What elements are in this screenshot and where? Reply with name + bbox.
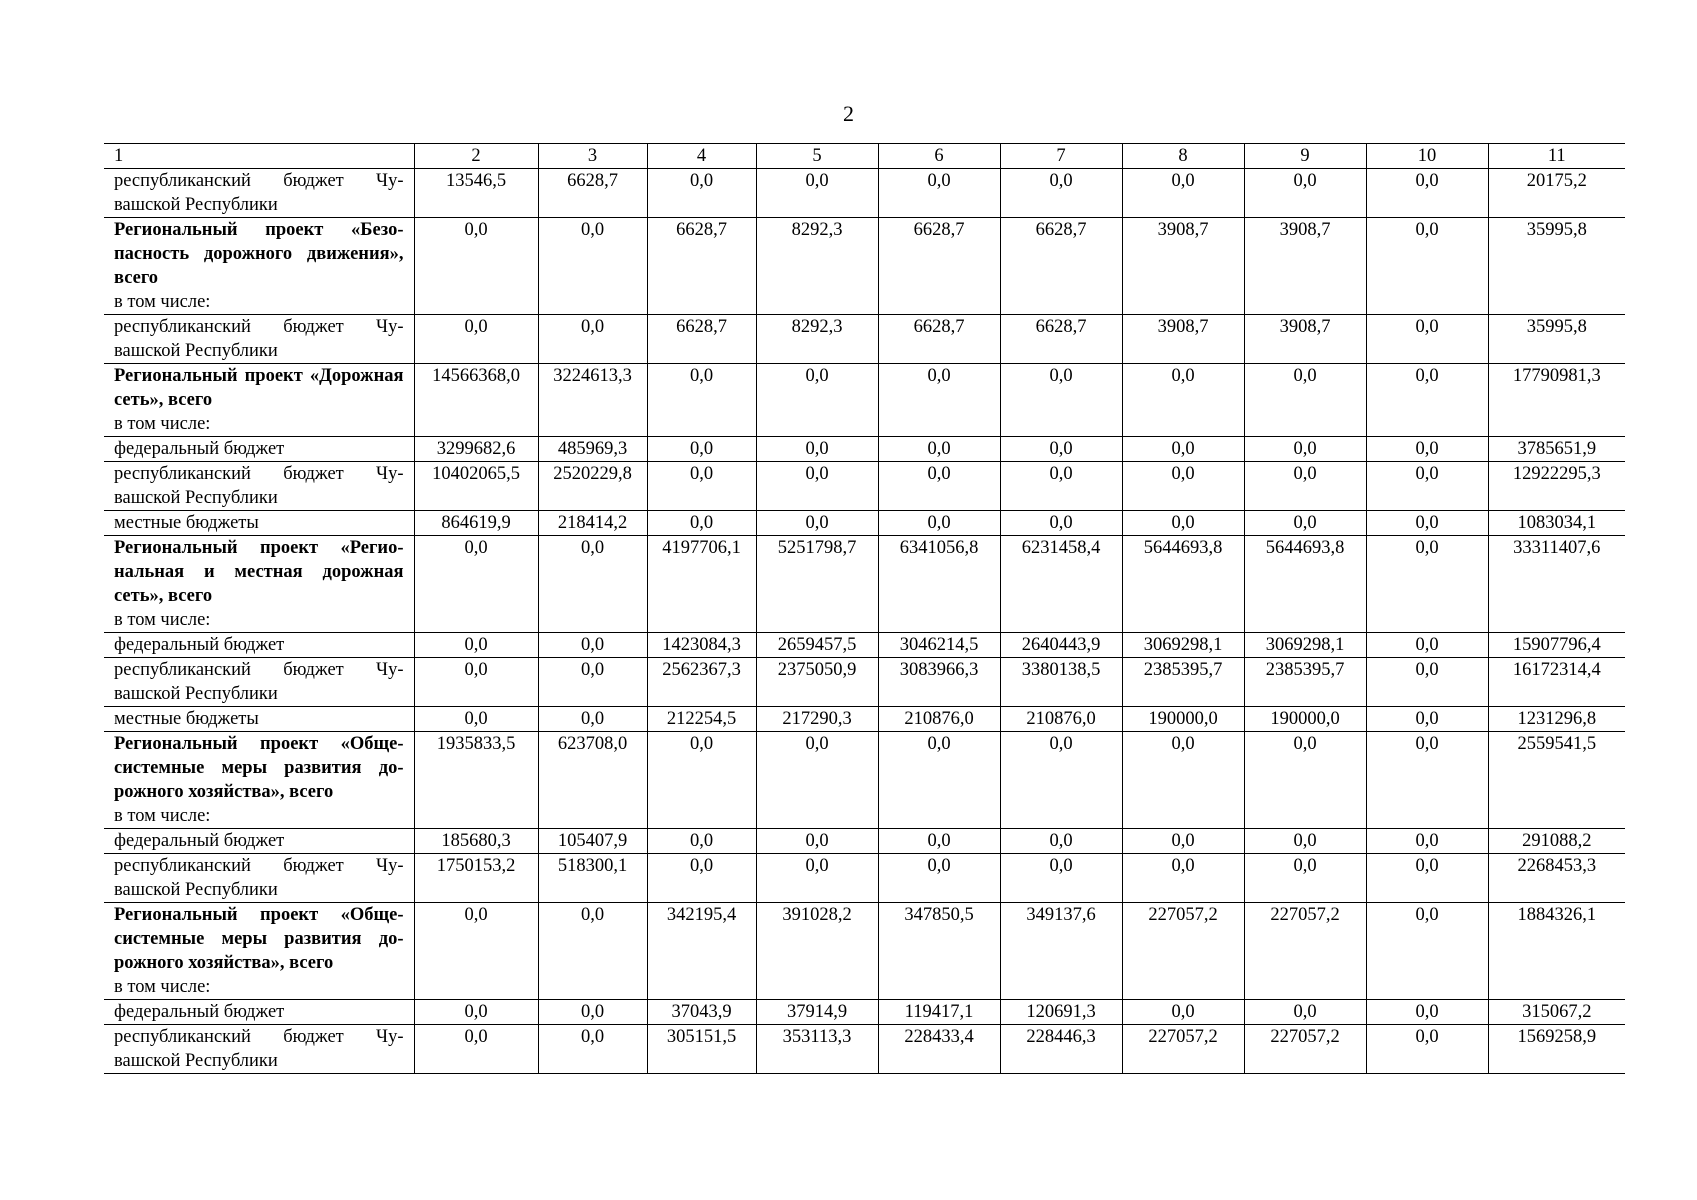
budget-source-name: республиканский бюджет Чувашской Республики xyxy=(114,856,404,900)
value-cell-col-8: 0,0 xyxy=(1122,732,1244,829)
value-cell-col-5: 0,0 xyxy=(756,462,878,511)
including-label: в том числе: xyxy=(114,292,211,312)
value-cell-col-6: 3046214,5 xyxy=(878,633,1000,658)
budget-source-label-cell xyxy=(104,854,414,903)
value-cell-col-5: 2659457,5 xyxy=(756,633,878,658)
value-cell-col-9: 227057,2 xyxy=(1244,903,1366,1000)
value-cell-col-8: 190000,0 xyxy=(1122,707,1244,732)
value-cell-col-5: 2375050,9 xyxy=(756,658,878,707)
value-cell-col-9: 0,0 xyxy=(1244,732,1366,829)
value-cell-col-11: 33311407,6 xyxy=(1488,536,1625,633)
table-row xyxy=(104,437,1625,462)
value-cell-col-8: 3908,7 xyxy=(1122,315,1244,364)
value-cell-col-4: 0,0 xyxy=(647,364,756,437)
value-cell-col-4: 0,0 xyxy=(647,462,756,511)
value-cell-col-7: 6628,7 xyxy=(1000,315,1122,364)
value-cell-col-8: 5644693,8 xyxy=(1122,536,1244,633)
value-cell-col-8: 0,0 xyxy=(1122,364,1244,437)
value-cell-col-9: 0,0 xyxy=(1244,854,1366,903)
value-cell-col-9: 2385395,7 xyxy=(1244,658,1366,707)
value-cell-col-6: 0,0 xyxy=(878,829,1000,854)
value-cell-col-4: 0,0 xyxy=(647,732,756,829)
project-label-cell xyxy=(104,218,414,315)
budget-source-label-cell xyxy=(104,315,414,364)
value-cell-col-10: 0,0 xyxy=(1366,1000,1488,1025)
value-cell-col-11: 12922295,3 xyxy=(1488,462,1625,511)
value-cell-col-2: 864619,9 xyxy=(414,511,538,536)
value-cell-col-6: 6341056,8 xyxy=(878,536,1000,633)
value-cell-col-4: 0,0 xyxy=(647,511,756,536)
value-cell-col-11: 1083034,1 xyxy=(1488,511,1625,536)
budget-source-label-cell xyxy=(104,829,414,854)
value-cell-col-10: 0,0 xyxy=(1366,364,1488,437)
value-cell-col-3: 3224613,3 xyxy=(538,364,647,437)
value-cell-col-9: 3069298,1 xyxy=(1244,633,1366,658)
value-cell-col-7: 0,0 xyxy=(1000,364,1122,437)
budget-source-name: федеральный бюджет xyxy=(114,439,285,459)
budget-source-name: федеральный бюджет xyxy=(114,635,285,655)
value-cell-col-8: 227057,2 xyxy=(1122,903,1244,1000)
value-cell-col-6: 0,0 xyxy=(878,854,1000,903)
table-row xyxy=(104,658,1625,707)
budget-source-label-cell xyxy=(104,707,414,732)
value-cell-col-3: 0,0 xyxy=(538,633,647,658)
value-cell-col-2: 0,0 xyxy=(414,658,538,707)
value-cell-col-2: 3299682,6 xyxy=(414,437,538,462)
column-header-3: 3 xyxy=(538,144,647,169)
budget-source-name: местные бюджеты xyxy=(114,709,259,729)
value-cell-col-7: 349137,6 xyxy=(1000,903,1122,1000)
value-cell-col-6: 0,0 xyxy=(878,169,1000,218)
value-cell-col-7: 3380138,5 xyxy=(1000,658,1122,707)
value-cell-col-4: 0,0 xyxy=(647,829,756,854)
project-label-cell xyxy=(104,732,414,829)
value-cell-col-7: 0,0 xyxy=(1000,732,1122,829)
column-header-11: 11 xyxy=(1488,144,1625,169)
value-cell-col-3: 0,0 xyxy=(538,315,647,364)
table-row xyxy=(104,633,1625,658)
value-cell-col-10: 0,0 xyxy=(1366,732,1488,829)
budget-source-label-cell xyxy=(104,633,414,658)
including-label: в том числе: xyxy=(114,610,211,630)
value-cell-col-3: 518300,1 xyxy=(538,854,647,903)
value-cell-col-7: 0,0 xyxy=(1000,511,1122,536)
budget-source-name: республиканский бюджет Чувашской Республики xyxy=(114,1027,404,1071)
project-title: Региональный проект «Безопасность дорожного движения», всего xyxy=(114,220,404,288)
value-cell-col-7: 6231458,4 xyxy=(1000,536,1122,633)
budget-source-name: республиканский бюджет Чувашской Республики xyxy=(114,660,404,704)
value-cell-col-2: 0,0 xyxy=(414,1000,538,1025)
value-cell-col-11: 15907796,4 xyxy=(1488,633,1625,658)
table-row xyxy=(104,364,1625,437)
value-cell-col-8: 227057,2 xyxy=(1122,1025,1244,1074)
value-cell-col-6: 210876,0 xyxy=(878,707,1000,732)
value-cell-col-2: 0,0 xyxy=(414,536,538,633)
table-row xyxy=(104,462,1625,511)
value-cell-col-4: 2562367,3 xyxy=(647,658,756,707)
value-cell-col-3: 0,0 xyxy=(538,658,647,707)
value-cell-col-4: 1423084,3 xyxy=(647,633,756,658)
value-cell-col-4: 212254,5 xyxy=(647,707,756,732)
project-label-cell xyxy=(104,536,414,633)
value-cell-col-8: 0,0 xyxy=(1122,854,1244,903)
value-cell-col-8: 2385395,7 xyxy=(1122,658,1244,707)
value-cell-col-5: 37914,9 xyxy=(756,1000,878,1025)
column-header-1: 1 xyxy=(104,144,414,169)
value-cell-col-10: 0,0 xyxy=(1366,315,1488,364)
value-cell-col-9: 0,0 xyxy=(1244,829,1366,854)
value-cell-col-3: 0,0 xyxy=(538,218,647,315)
value-cell-col-9: 0,0 xyxy=(1244,511,1366,536)
budget-source-label-cell xyxy=(104,1025,414,1074)
value-cell-col-7: 0,0 xyxy=(1000,854,1122,903)
value-cell-col-4: 6628,7 xyxy=(647,315,756,364)
project-title: Региональный проект «Региональная и местная дорожная сеть», всего xyxy=(114,538,404,606)
budget-source-name: республиканский бюджет Чувашской Республики xyxy=(114,317,404,361)
including-label: в том числе: xyxy=(114,806,211,826)
table-row xyxy=(104,536,1625,633)
value-cell-col-7: 228446,3 xyxy=(1000,1025,1122,1074)
project-title: Региональный проект «Общесистемные меры развития дорожного хозяйства», всего xyxy=(114,734,404,802)
value-cell-col-4: 342195,4 xyxy=(647,903,756,1000)
value-cell-col-3: 0,0 xyxy=(538,707,647,732)
value-cell-col-6: 228433,4 xyxy=(878,1025,1000,1074)
column-header-6: 6 xyxy=(878,144,1000,169)
value-cell-col-11: 17790981,3 xyxy=(1488,364,1625,437)
value-cell-col-10: 0,0 xyxy=(1366,854,1488,903)
column-header-7: 7 xyxy=(1000,144,1122,169)
value-cell-col-11: 2268453,3 xyxy=(1488,854,1625,903)
value-cell-col-5: 0,0 xyxy=(756,732,878,829)
value-cell-col-8: 0,0 xyxy=(1122,829,1244,854)
value-cell-col-9: 5644693,8 xyxy=(1244,536,1366,633)
project-label-cell xyxy=(104,903,414,1000)
value-cell-col-9: 0,0 xyxy=(1244,1000,1366,1025)
value-cell-col-10: 0,0 xyxy=(1366,511,1488,536)
value-cell-col-3: 6628,7 xyxy=(538,169,647,218)
value-cell-col-8: 0,0 xyxy=(1122,462,1244,511)
value-cell-col-9: 227057,2 xyxy=(1244,1025,1366,1074)
value-cell-col-8: 0,0 xyxy=(1122,511,1244,536)
value-cell-col-10: 0,0 xyxy=(1366,536,1488,633)
value-cell-col-4: 305151,5 xyxy=(647,1025,756,1074)
value-cell-col-8: 0,0 xyxy=(1122,169,1244,218)
value-cell-col-8: 3908,7 xyxy=(1122,218,1244,315)
value-cell-col-7: 6628,7 xyxy=(1000,218,1122,315)
value-cell-col-2: 1750153,2 xyxy=(414,854,538,903)
value-cell-col-10: 0,0 xyxy=(1366,707,1488,732)
value-cell-col-6: 0,0 xyxy=(878,732,1000,829)
value-cell-col-5: 353113,3 xyxy=(756,1025,878,1074)
value-cell-col-7: 0,0 xyxy=(1000,169,1122,218)
value-cell-col-4: 4197706,1 xyxy=(647,536,756,633)
value-cell-col-2: 0,0 xyxy=(414,707,538,732)
value-cell-col-5: 8292,3 xyxy=(756,218,878,315)
value-cell-col-3: 623708,0 xyxy=(538,732,647,829)
column-header-9: 9 xyxy=(1244,144,1366,169)
column-header-4: 4 xyxy=(647,144,756,169)
value-cell-col-2: 0,0 xyxy=(414,633,538,658)
value-cell-col-10: 0,0 xyxy=(1366,462,1488,511)
value-cell-col-10: 0,0 xyxy=(1366,658,1488,707)
value-cell-col-11: 1231296,8 xyxy=(1488,707,1625,732)
value-cell-col-2: 185680,3 xyxy=(414,829,538,854)
value-cell-col-11: 20175,2 xyxy=(1488,169,1625,218)
value-cell-col-10: 0,0 xyxy=(1366,169,1488,218)
value-cell-col-4: 0,0 xyxy=(647,169,756,218)
value-cell-col-2: 0,0 xyxy=(414,218,538,315)
value-cell-col-3: 218414,2 xyxy=(538,511,647,536)
table-row xyxy=(104,829,1625,854)
value-cell-col-2: 13546,5 xyxy=(414,169,538,218)
table-row xyxy=(104,854,1625,903)
value-cell-col-11: 315067,2 xyxy=(1488,1000,1625,1025)
value-cell-col-7: 0,0 xyxy=(1000,462,1122,511)
value-cell-col-9: 3908,7 xyxy=(1244,218,1366,315)
value-cell-col-4: 0,0 xyxy=(647,854,756,903)
budget-source-label-cell xyxy=(104,658,414,707)
value-cell-col-6: 0,0 xyxy=(878,437,1000,462)
value-cell-col-2: 0,0 xyxy=(414,1025,538,1074)
value-cell-col-7: 210876,0 xyxy=(1000,707,1122,732)
column-header-5: 5 xyxy=(756,144,878,169)
column-header-10: 10 xyxy=(1366,144,1488,169)
value-cell-col-11: 1569258,9 xyxy=(1488,1025,1625,1074)
table-row xyxy=(104,707,1625,732)
value-cell-col-9: 0,0 xyxy=(1244,462,1366,511)
budget-source-name: республиканский бюджет Чувашской Республики xyxy=(114,464,404,508)
project-title: Региональный проект «Общесистемные меры развития дорожного хозяйства», всего xyxy=(114,905,404,973)
value-cell-col-5: 5251798,7 xyxy=(756,536,878,633)
value-cell-col-7: 0,0 xyxy=(1000,437,1122,462)
value-cell-col-5: 0,0 xyxy=(756,854,878,903)
value-cell-col-2: 1935833,5 xyxy=(414,732,538,829)
value-cell-col-9: 3908,7 xyxy=(1244,315,1366,364)
value-cell-col-11: 3785651,9 xyxy=(1488,437,1625,462)
value-cell-col-11: 291088,2 xyxy=(1488,829,1625,854)
value-cell-col-3: 485969,3 xyxy=(538,437,647,462)
value-cell-col-3: 0,0 xyxy=(538,536,647,633)
project-label-cell xyxy=(104,364,414,437)
value-cell-col-3: 0,0 xyxy=(538,903,647,1000)
value-cell-col-5: 217290,3 xyxy=(756,707,878,732)
value-cell-col-10: 0,0 xyxy=(1366,829,1488,854)
including-label: в том числе: xyxy=(114,977,211,997)
table-row xyxy=(104,1025,1625,1074)
value-cell-col-6: 6628,7 xyxy=(878,315,1000,364)
value-cell-col-6: 3083966,3 xyxy=(878,658,1000,707)
value-cell-col-3: 105407,9 xyxy=(538,829,647,854)
value-cell-col-6: 119417,1 xyxy=(878,1000,1000,1025)
value-cell-col-11: 1884326,1 xyxy=(1488,903,1625,1000)
value-cell-col-7: 2640443,9 xyxy=(1000,633,1122,658)
value-cell-col-9: 190000,0 xyxy=(1244,707,1366,732)
value-cell-col-11: 16172314,4 xyxy=(1488,658,1625,707)
column-header-8: 8 xyxy=(1122,144,1244,169)
table-row xyxy=(104,315,1625,364)
column-header-2: 2 xyxy=(414,144,538,169)
value-cell-col-2: 0,0 xyxy=(414,903,538,1000)
value-cell-col-5: 0,0 xyxy=(756,364,878,437)
value-cell-col-3: 0,0 xyxy=(538,1025,647,1074)
value-cell-col-5: 0,0 xyxy=(756,437,878,462)
budget-source-label-cell xyxy=(104,1000,414,1025)
budget-source-label-cell xyxy=(104,511,414,536)
value-cell-col-5: 8292,3 xyxy=(756,315,878,364)
value-cell-col-2: 14566368,0 xyxy=(414,364,538,437)
table-row xyxy=(104,511,1625,536)
value-cell-col-4: 37043,9 xyxy=(647,1000,756,1025)
table-row xyxy=(104,732,1625,829)
value-cell-col-8: 0,0 xyxy=(1122,1000,1244,1025)
value-cell-col-9: 0,0 xyxy=(1244,437,1366,462)
table-row xyxy=(104,169,1625,218)
value-cell-col-3: 2520229,8 xyxy=(538,462,647,511)
budget-source-label-cell xyxy=(104,437,414,462)
budget-source-label-cell xyxy=(104,462,414,511)
including-label: в том числе: xyxy=(114,414,211,434)
project-title: Региональный проект «Дорожная сеть», всего xyxy=(114,366,404,410)
value-cell-col-6: 0,0 xyxy=(878,364,1000,437)
page-number: 2 xyxy=(843,101,854,126)
value-cell-col-6: 347850,5 xyxy=(878,903,1000,1000)
value-cell-col-5: 0,0 xyxy=(756,829,878,854)
value-cell-col-7: 120691,3 xyxy=(1000,1000,1122,1025)
budget-table xyxy=(104,143,1625,1074)
value-cell-col-6: 0,0 xyxy=(878,511,1000,536)
budget-source-name: федеральный бюджет xyxy=(114,831,285,851)
budget-source-name: местные бюджеты xyxy=(114,513,259,533)
value-cell-col-10: 0,0 xyxy=(1366,903,1488,1000)
value-cell-col-5: 0,0 xyxy=(756,511,878,536)
value-cell-col-10: 0,0 xyxy=(1366,218,1488,315)
table-row xyxy=(104,1000,1625,1025)
header-row xyxy=(104,144,1625,169)
value-cell-col-9: 0,0 xyxy=(1244,169,1366,218)
budget-source-label-cell xyxy=(104,169,414,218)
table-body xyxy=(104,144,1625,1074)
value-cell-col-10: 0,0 xyxy=(1366,1025,1488,1074)
value-cell-col-2: 10402065,5 xyxy=(414,462,538,511)
table-row xyxy=(104,218,1625,315)
value-cell-col-11: 35995,8 xyxy=(1488,218,1625,315)
value-cell-col-8: 3069298,1 xyxy=(1122,633,1244,658)
table-row xyxy=(104,903,1625,1000)
value-cell-col-6: 6628,7 xyxy=(878,218,1000,315)
value-cell-col-11: 35995,8 xyxy=(1488,315,1625,364)
value-cell-col-10: 0,0 xyxy=(1366,437,1488,462)
budget-source-name: республиканский бюджет Чувашской Республики xyxy=(114,171,404,215)
value-cell-col-3: 0,0 xyxy=(538,1000,647,1025)
value-cell-col-8: 0,0 xyxy=(1122,437,1244,462)
value-cell-col-5: 391028,2 xyxy=(756,903,878,1000)
value-cell-col-5: 0,0 xyxy=(756,169,878,218)
value-cell-col-9: 0,0 xyxy=(1244,364,1366,437)
value-cell-col-11: 2559541,5 xyxy=(1488,732,1625,829)
value-cell-col-4: 6628,7 xyxy=(647,218,756,315)
value-cell-col-7: 0,0 xyxy=(1000,829,1122,854)
value-cell-col-10: 0,0 xyxy=(1366,633,1488,658)
value-cell-col-6: 0,0 xyxy=(878,462,1000,511)
value-cell-col-4: 0,0 xyxy=(647,437,756,462)
budget-source-name: федеральный бюджет xyxy=(114,1002,285,1022)
value-cell-col-2: 0,0 xyxy=(414,315,538,364)
